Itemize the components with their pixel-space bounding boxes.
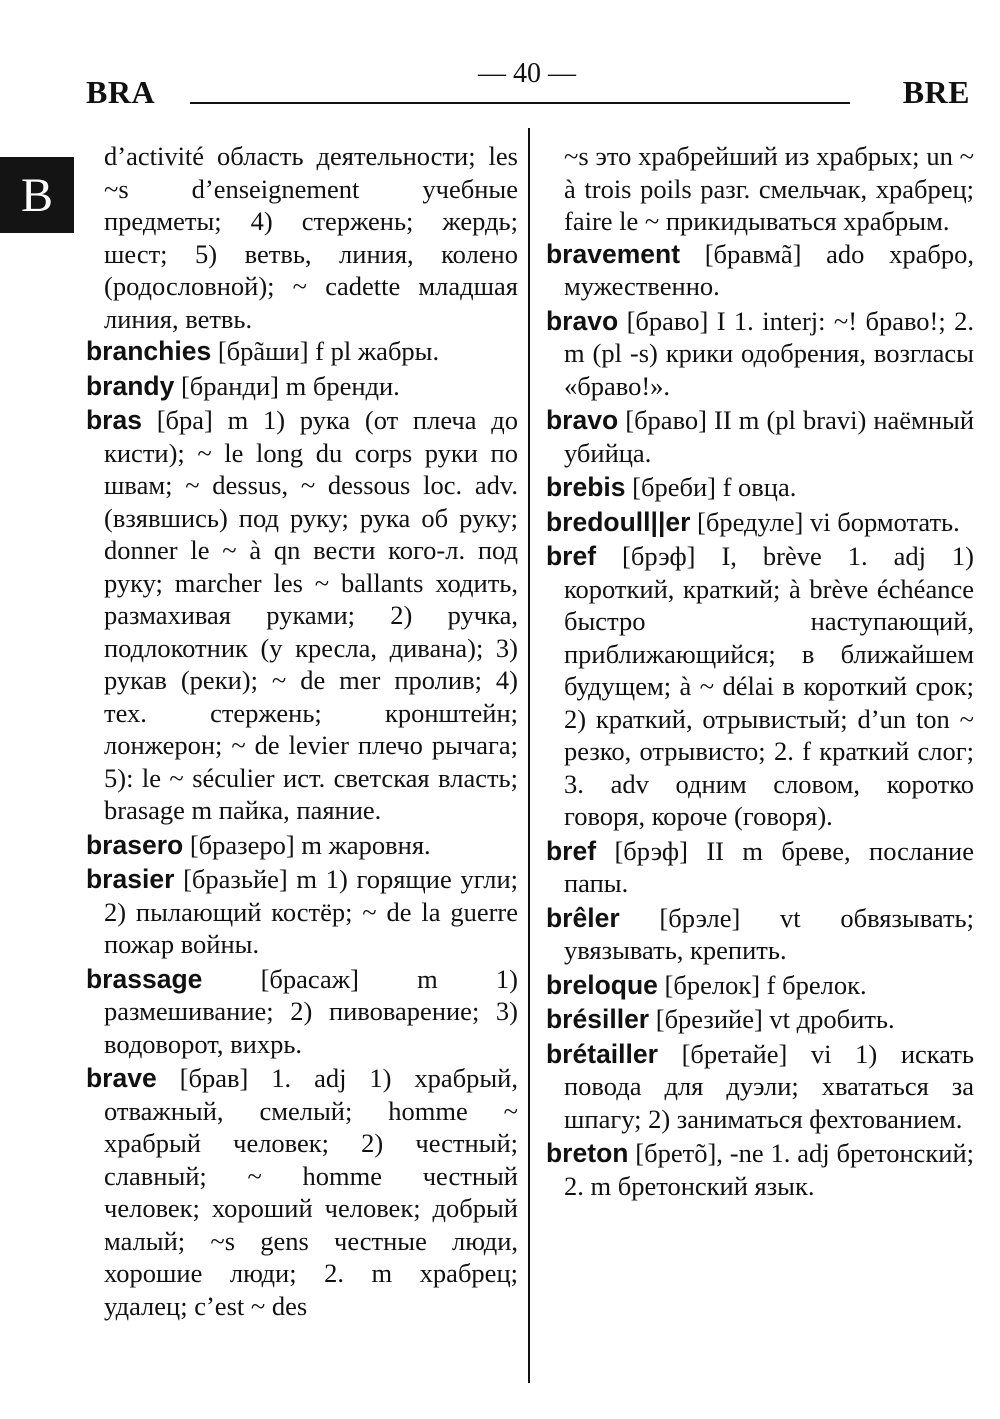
entry-text: [бра] m 1) рука (от плеча до кисти); ~ le long du corps руки по швам; ~ dessus, ~ dessous loc. adv. (взявшись) под руку; рука об руку; donner le ~ à qn вести кого-л. под руку; marcher les ~ ballants ходить, размахивая руками; 2) ручка, подлокотник (у кресла, дивана); 3) рукав (реки); ~ de mer пролив; 4) тех. стержень; кронштейн; лонжерон; ~ de levier плечо рычага; 5): le ~ séculier ист. светская власть; brasage m пайка, паяние.	[104, 405, 518, 825]
entry-text: [бразеро] m жаровня.	[183, 829, 431, 860]
entry-headword: brassage	[86, 963, 203, 994]
column-divider	[528, 128, 530, 1383]
entry-text: [брезийе] vt дробить.	[649, 1004, 895, 1034]
dictionary-entry	[546, 835, 974, 900]
entry-continuation	[546, 140, 974, 238]
dictionary-entry	[86, 370, 518, 403]
dictionary-entry	[86, 335, 518, 368]
left-column	[86, 140, 518, 1324]
entry-headword: brave	[86, 1063, 157, 1093]
entry-headword: bravement	[546, 238, 681, 269]
dictionary-entry	[86, 404, 518, 827]
right-running-head: BRE	[902, 74, 970, 110]
entry-text: [брãши] f pl жабры.	[211, 336, 440, 366]
dictionary-entry	[546, 238, 974, 303]
dictionary-entry	[546, 902, 974, 967]
entry-text: [бредуле] vi бормотать.	[690, 506, 960, 537]
entry-text: [брэле] vt обвязывать; увязывать, крепить.	[564, 902, 974, 965]
dictionary-entry	[546, 404, 974, 469]
entry-headword: bravo	[546, 305, 619, 336]
dictionary-entry	[86, 963, 518, 1061]
entry-text: [бреби] f овца.	[625, 472, 797, 502]
entry-text: [брэф] I, brève 1. adj 1) короткий, краткий; à brève échéance быстро наступающий, приближающийся; в ближайшем будущем; à ~ délai в короткий срок; 2) краткий, отрывистый; d’un ton ~ резко, отрывисто; 2. f краткий слог; 3. adv одним словом, коротко говоря, короче (говоря).	[564, 541, 974, 831]
entry-text: [бразьйе] m 1) горящие угли; 2) пылающий костёр; ~ de la guerre пожар войны.	[104, 864, 518, 959]
entry-headword: bref	[546, 541, 597, 571]
entry-headword: branchies	[86, 336, 212, 366]
entry-headword: brésiller	[546, 1004, 650, 1034]
header-rule	[190, 102, 850, 104]
dictionary-entry	[546, 969, 974, 1002]
entry-text: ~s это храбрейший из храбрых; un ~ à trois poils разг. смельчак, храбрец; faire le ~ прикидываться храбрым.	[564, 141, 974, 236]
dictionary-entry	[86, 1062, 518, 1322]
entry-headword: bras	[86, 405, 142, 435]
right-column	[546, 140, 974, 1204]
dictionary-entry	[546, 471, 974, 504]
entry-text: [брэф] II m бреве, послание папы.	[564, 835, 974, 898]
entry-headword: bref	[546, 835, 597, 866]
left-running-head: BRA	[86, 74, 156, 110]
entry-text: [бравмã] ado храбро, мужественно.	[564, 238, 974, 301]
entry-text: [брелок] f брелок.	[657, 969, 867, 1000]
entry-text: [брав] 1. adj 1) храбрый, отважный, смелый; homme ~ храбрый человек; 2) честный; славный; ~ homme честный человек; хороший человек; добрый малый; ~s gens честные люди, хорошие люди; 2. m храбрец; удалец; c’est ~ des	[104, 1063, 518, 1321]
dictionary-entry	[86, 829, 518, 862]
dictionary-entry	[546, 1137, 974, 1202]
entry-text: d’activité область деятельности; les ~s d’enseignement учебные предметы; 4) стержень; жердь; шест; 5) ветвь, линия, колено (родословной); ~ cadette младшая линия, ветвь.	[104, 141, 518, 334]
dictionary-entry	[546, 1038, 974, 1136]
entry-continuation	[86, 140, 518, 335]
letter-thumb-tab: B	[0, 157, 74, 233]
page-number: — 40 —	[478, 58, 576, 89]
entry-text: [бретõ], -ne 1. adj бретонский; 2. m бретонский язык.	[564, 1138, 974, 1201]
entry-text: [брасаж] m 1) размешивание; 2) пивоварение; 3) водоворот, вихрь.	[104, 963, 518, 1059]
entry-headword: brandy	[86, 370, 175, 401]
entry-headword: brasier	[86, 864, 175, 894]
entry-text: [бретайе] vi 1) искать повода для дуэли; хвататься за шпагу; 2) заниматься фехтованием.	[564, 1038, 974, 1134]
dictionary-entry	[546, 506, 974, 539]
entry-headword: brasero	[86, 829, 184, 860]
entry-headword: breloque	[546, 969, 658, 1000]
entry-headword: bredoull||er	[546, 506, 691, 537]
entry-text: [браво] I 1. interj: ~! браво!; 2. m (pl -s) крики одобрения, возгласы «браво!».	[564, 305, 974, 401]
entry-headword: brêler	[546, 902, 620, 933]
dictionary-entry	[86, 863, 518, 961]
entry-text: [браво] II m (pl bravi) наёмный убийца.	[564, 405, 974, 468]
dictionary-entry	[546, 1003, 974, 1036]
entry-text: [бранди] m бренди.	[174, 370, 400, 401]
dictionary-entry	[546, 540, 974, 833]
entry-headword: bravo	[546, 405, 619, 435]
dictionary-entry	[546, 305, 974, 403]
entry-headword: brebis	[546, 472, 626, 502]
entry-headword: brétailler	[546, 1038, 658, 1069]
page-header	[86, 58, 970, 114]
entry-headword: breton	[546, 1138, 629, 1168]
